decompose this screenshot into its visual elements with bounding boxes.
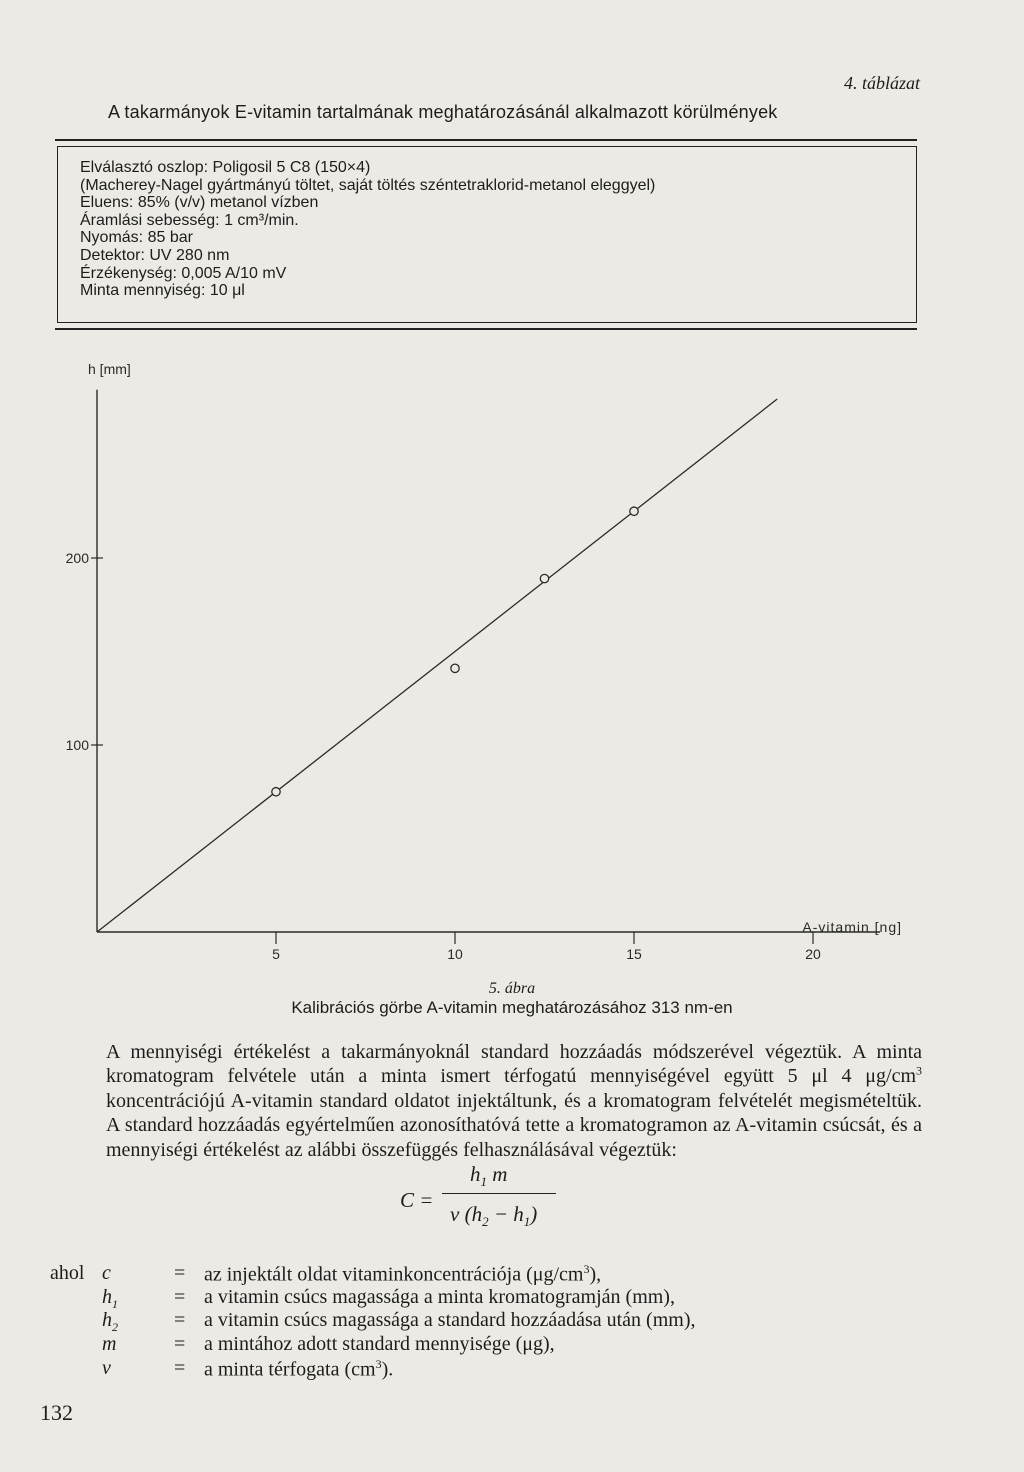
formula-h: h: [470, 1162, 481, 1186]
den-part: v (h: [450, 1202, 483, 1226]
calibration-line: [97, 399, 777, 932]
figure-caption: Kalibrációs görbe A-vitamin meghatározásához 313 nm-en: [291, 998, 733, 1017]
def-equals: =: [174, 1285, 186, 1308]
formula-lhs: C =: [400, 1188, 434, 1212]
desc-text: az injektált oldat vitaminkoncentrációja (μg/cm: [204, 1263, 584, 1286]
superscript: 3: [583, 1262, 590, 1276]
y-tick-label: 200: [65, 550, 89, 566]
condition-line: (Macherey-Nagel gyártmányú töltet, saját töltés széntetraklorid-metanol eleggyel): [80, 176, 656, 194]
subscript: 1: [112, 1296, 118, 1311]
body-paragraph: [106, 1040, 922, 1162]
desc-text: a minta térfogata (cm: [204, 1358, 376, 1381]
condition-line: Elválasztó oszlop: Poligosil 5 C8 (150×4): [80, 159, 371, 176]
ahol-word: ahol: [50, 1262, 85, 1284]
y-axis-label: h [mm]: [88, 361, 131, 377]
def-symbol: [102, 1309, 118, 1335]
symbol-letter: h: [102, 1309, 112, 1332]
page-number: 132: [40, 1400, 73, 1425]
desc-end: ).: [381, 1358, 394, 1381]
x-tick-label: 5: [272, 946, 280, 962]
symbol-letter: m: [102, 1333, 117, 1356]
data-point: [540, 574, 548, 582]
condition-line: Nyomás: 85 bar: [80, 229, 193, 247]
def-description: [204, 1309, 695, 1332]
symbol-letter: v: [102, 1356, 111, 1379]
symbol-letter: c: [102, 1262, 111, 1284]
formula-m: m: [487, 1162, 508, 1186]
condition-line: Minta mennyiség: 10 μl: [80, 282, 245, 300]
data-point: [272, 788, 280, 796]
table-number: 4. táblázat: [843, 73, 920, 93]
condition-line: Detektor: UV 280 nm: [80, 246, 230, 264]
formula: [398, 1160, 568, 1250]
x-tick-label: 10: [447, 946, 463, 962]
def-symbol: [102, 1262, 111, 1288]
condition-line: Eluens: 85% (v/v) metanol vízben: [80, 194, 319, 212]
condition-line: Érzékenység: 0,005 A/10 mV: [80, 264, 287, 282]
def-symbol: [102, 1286, 118, 1312]
def-description: [204, 1333, 555, 1356]
formula-denominator: [450, 1202, 537, 1230]
figure-label: 5. ábra: [488, 980, 536, 997]
chart-layer: [66, 361, 902, 962]
desc-text: a vitamin csúcs magassága a minta kromatogramján (mm),: [204, 1285, 675, 1308]
formula-numerator: [470, 1162, 507, 1190]
subscript: 2: [482, 1214, 489, 1230]
def-equals: =: [174, 1356, 186, 1379]
symbol-letter: h: [102, 1285, 112, 1308]
y-tick-label: 100: [65, 737, 89, 753]
def-description: [204, 1262, 601, 1287]
x-tick-label: 20: [805, 946, 821, 962]
x-tick-label: 15: [626, 946, 642, 962]
def-description: [204, 1357, 393, 1382]
paragraph-part: A mennyiségi értékelést a takarmányoknál standard hozzáadás módszerével végeztük. A minta kromatogram felvétele után a minta ismert térfogatú mennyiségével együtt 5 μl 4 μg/cm: [106, 1041, 922, 1088]
desc-end: ),: [589, 1263, 602, 1286]
subscript: 2: [112, 1320, 118, 1335]
def-symbol: [102, 1333, 116, 1356]
superscript: 3: [375, 1356, 382, 1371]
den-part: − h: [488, 1202, 524, 1226]
data-point: [451, 664, 459, 672]
fraction-bar: [442, 1193, 556, 1194]
def-equals: =: [174, 1333, 186, 1356]
condition-line: Áramlási sebesség: 1 cm³/min.: [80, 211, 299, 229]
def-equals: =: [174, 1262, 186, 1284]
superscript: 3: [916, 1063, 922, 1078]
def-equals: =: [174, 1309, 186, 1332]
den-part: ): [530, 1202, 538, 1226]
subscript: 1: [480, 1174, 487, 1190]
def-symbol: [102, 1357, 111, 1380]
desc-text: a mintához adott standard mennyisége (μg),: [204, 1333, 555, 1356]
x-axis-label: A-vitamin [ng]: [802, 919, 902, 935]
table-title: A takarmányok E-vitamin tartalmának meghatározásánál alkalmazott körülmények: [108, 102, 778, 122]
desc-text: a vitamin csúcs magassága a standard hozzáadása után (mm),: [204, 1309, 696, 1332]
subscript: 1: [523, 1214, 531, 1230]
def-description: [204, 1286, 675, 1309]
paragraph-part: koncentrációjú A-vitamin standard oldatot injektáltunk, és a kromatogram felvételét megismételtük. A standard hozzáadás egyértelműen azonosíthatóvá tette a kromatogramon az A-vitamin csúcsát, és a mennyiségi értékelést az alábbi összefüggés felhasználásával végeztük:: [106, 1089, 922, 1161]
data-point: [630, 507, 638, 515]
